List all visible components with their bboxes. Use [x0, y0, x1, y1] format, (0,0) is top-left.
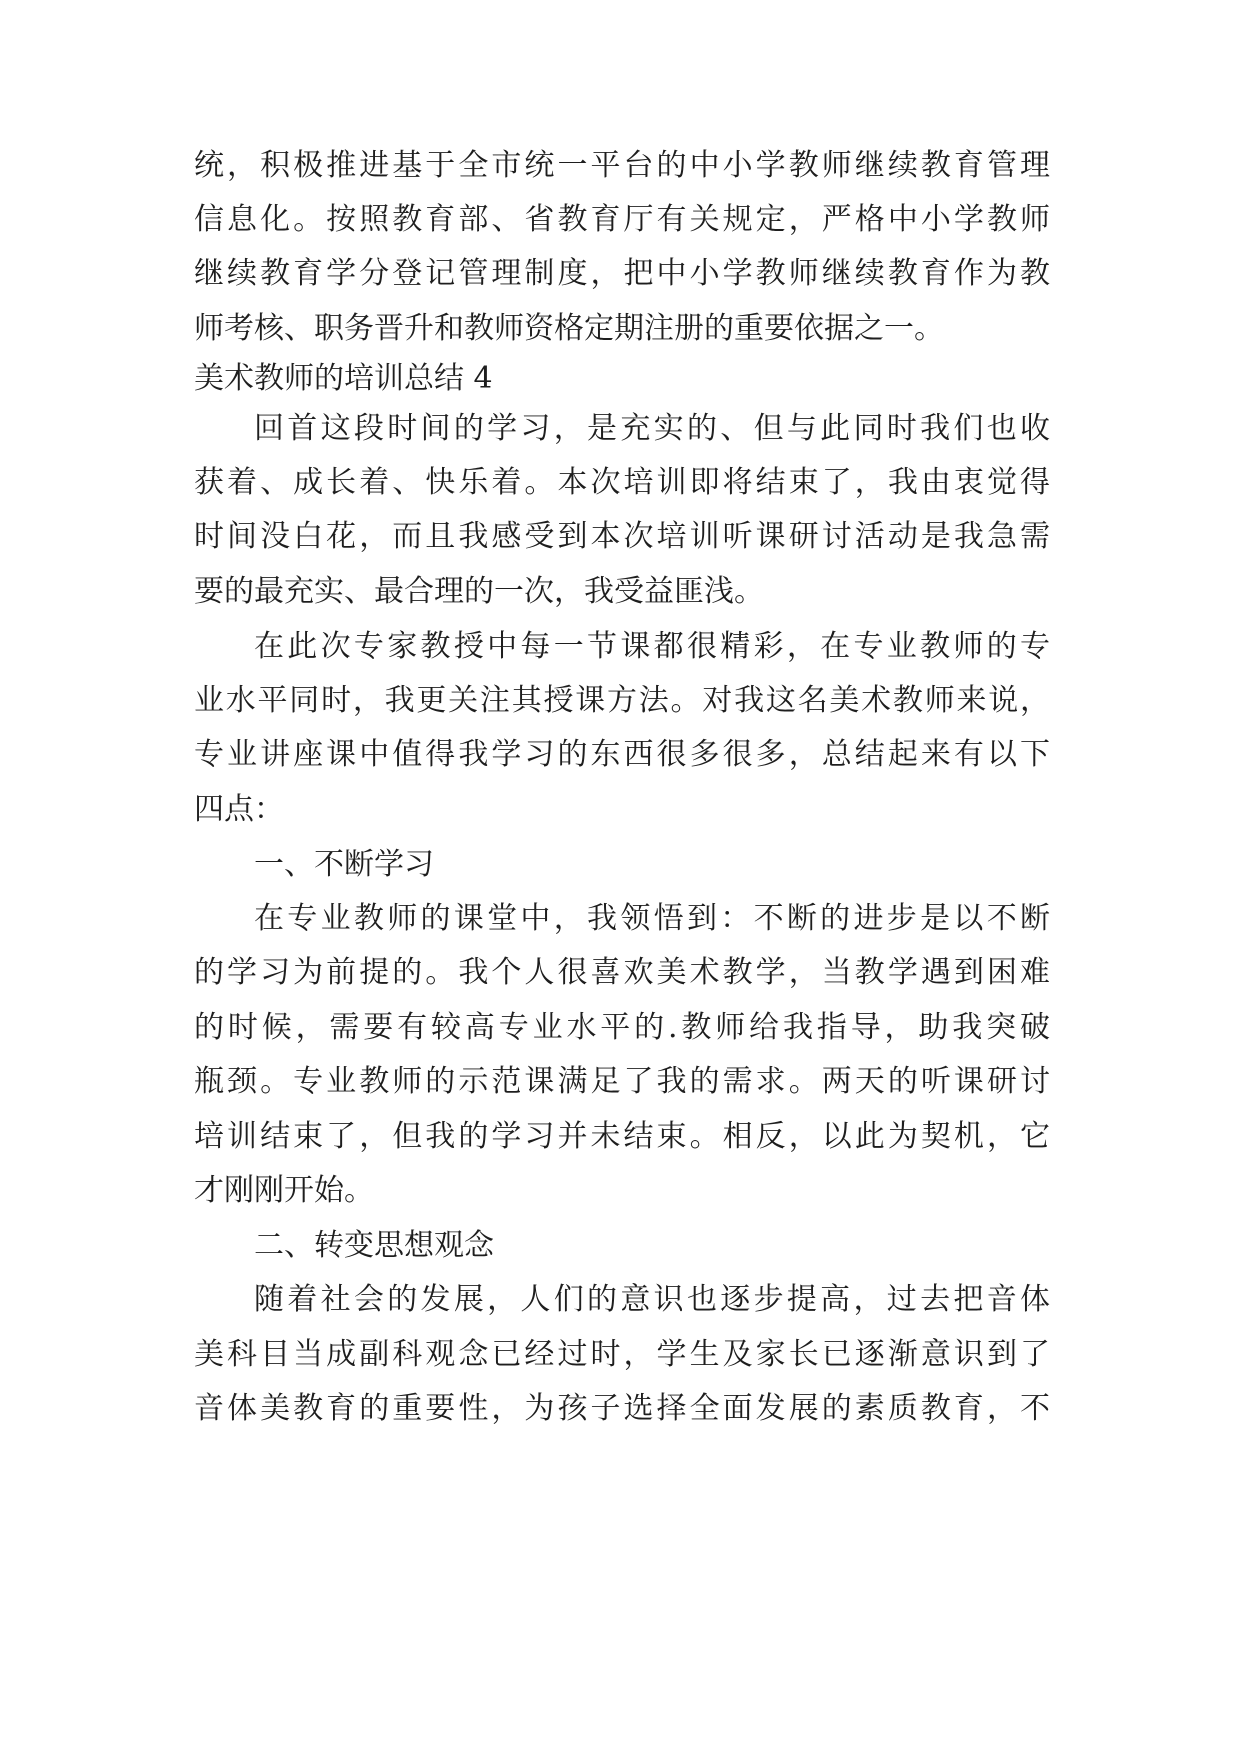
paragraph-first-line: 回首这段时间的学习，是充实的、但与此同时我们也收: [254, 411, 1050, 446]
body-text-line: 时间没白花，而且我感受到本次培训听课研讨活动是我急需: [194, 519, 1050, 554]
body-text-line: 统，积极推进基于全市统一平台的中小学教师继续教育管理: [194, 148, 1050, 183]
body-text-line: 四点：: [194, 792, 284, 827]
body-text-line: 师考核、职务晋升和教师资格定期注册的重要依据之一。: [194, 311, 944, 346]
body-text-line: 美科目当成副科观念已经过时，学生及家长已逐渐意识到了: [194, 1337, 1050, 1372]
body-text-line: 才刚刚开始。: [194, 1173, 374, 1208]
body-text-line: 获着、成长着、快乐着。本次培训即将结束了，我由衷觉得: [194, 465, 1050, 500]
paragraph-first-line: 在专业教师的课堂中，我领悟到：不断的进步是以不断: [254, 901, 1050, 936]
body-text-line: 专业讲座课中值得我学习的东西很多很多，总结起来有以下: [194, 737, 1050, 772]
body-text-line: 信息化。按照教育部、省教育厅有关规定，严格中小学教师: [194, 202, 1050, 237]
subheading: 二、转变思想观念: [254, 1228, 494, 1263]
section-heading: 美术教师的培训总结 4: [194, 361, 493, 396]
body-text-line: 要的最充实、最合理的一次，我受益匪浅。: [194, 574, 764, 609]
subheading: 一、不断学习: [254, 847, 434, 882]
body-text-line: 继续教育学分登记管理制度，把中小学教师继续教育作为教: [194, 256, 1050, 291]
body-text-line: 音体美教育的重要性，为孩子选择全面发展的素质教育，不: [194, 1391, 1050, 1426]
body-text-line: 的时候，需要有较高专业水平的.教师给我指导，助我突破: [194, 1010, 1050, 1045]
body-text-line: 的学习为前提的。我个人很喜欢美术教学，当教学遇到困难: [194, 955, 1050, 990]
body-text-line: 业水平同时，我更关注其授课方法。对我这名美术教师来说，: [194, 683, 1050, 718]
body-text-line: 瓶颈。专业教师的示范课满足了我的需求。两天的听课研讨: [194, 1064, 1050, 1099]
paragraph-first-line: 在此次专家教授中每一节课都很精彩，在专业教师的专: [254, 629, 1050, 664]
paragraph-first-line: 随着社会的发展，人们的意识也逐步提高，过去把音体: [254, 1282, 1050, 1317]
body-text-line: 培训结束了，但我的学习并未结束。相反，以此为契机，它: [194, 1119, 1050, 1154]
